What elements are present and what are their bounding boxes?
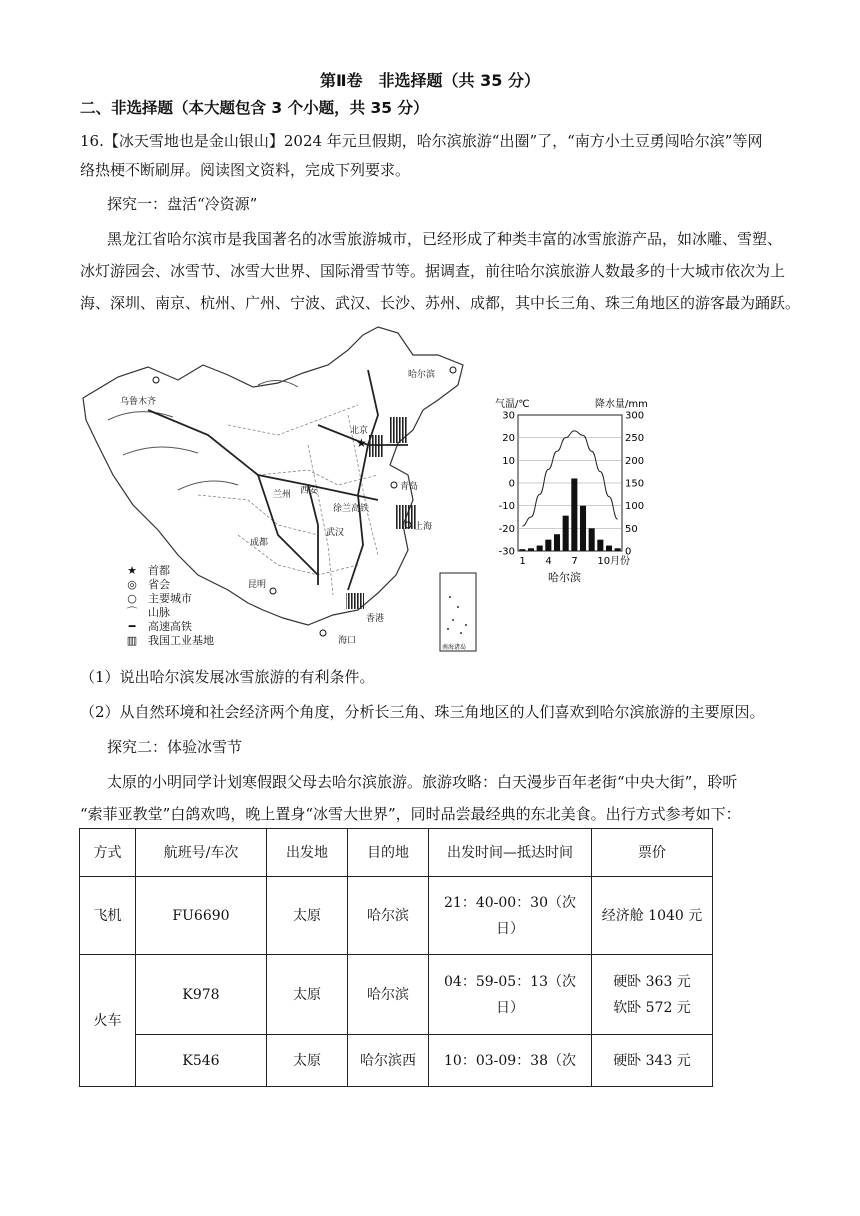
time-line: 21：40-00：30（次 bbox=[444, 894, 576, 911]
sub-question-1: （1）说出哈尔滨发展冰雪旅游的有利条件。 bbox=[80, 668, 375, 686]
legend-label: 首都 bbox=[148, 564, 170, 577]
industrial-base-zhujiang bbox=[346, 593, 364, 609]
city-label: 昆明 bbox=[248, 580, 267, 590]
city-label: 哈尔滨 bbox=[408, 370, 436, 380]
legend-industrial bbox=[120, 633, 214, 647]
capital-star-icon: ★ bbox=[356, 436, 367, 450]
circle-icon: ○ bbox=[127, 591, 137, 605]
city-label: 青岛 bbox=[400, 482, 419, 492]
y-right-tick-label: 0 bbox=[625, 546, 632, 558]
q16-line1: 16.【冰天雪地也是金山银山】2024 年元旦假期，哈尔滨旅游“出圈”了，“南方小土豆勇闯哈尔滨”等网 bbox=[80, 132, 763, 150]
railway-label: 徐兰高铁 bbox=[333, 504, 370, 514]
cell-price: 经济舱 1040 元 bbox=[592, 877, 713, 955]
legend-capital bbox=[120, 563, 214, 577]
precipitation-bar bbox=[537, 546, 543, 551]
y-right-tick-label: 100 bbox=[625, 501, 645, 513]
cell-number: FU6690 bbox=[136, 877, 267, 955]
y-right-tick-label: 50 bbox=[625, 523, 638, 535]
climate-chart-svg bbox=[490, 395, 660, 590]
y-right-tick-label: 200 bbox=[625, 455, 645, 467]
x-tick-label: 1 bbox=[519, 556, 526, 567]
temperature-line bbox=[522, 431, 617, 526]
para2-line2: “索菲亚教堂”白鸽欢鸣，晚上置身“冰雪大世界”，同时品尝最经典的东北美食。出行方式参考如下： bbox=[80, 805, 741, 823]
q16-line2: 络热梗不断刷屏。阅读图文资料，完成下列要求。 bbox=[80, 161, 411, 179]
chart-title: 哈尔滨 bbox=[548, 571, 581, 584]
explore1-title: 探究一：盘活“冷资源” bbox=[107, 195, 258, 213]
y-left-tick-label: -30 bbox=[498, 546, 515, 558]
y-left-tick-label: 0 bbox=[508, 478, 515, 490]
inset-label: 南海诸岛 bbox=[442, 644, 467, 651]
legend-province-capital bbox=[120, 577, 214, 591]
precipitation-bar bbox=[597, 540, 603, 551]
cell-from: 太原 bbox=[267, 877, 348, 955]
city-label: 乌鲁木齐 bbox=[120, 397, 157, 407]
precipitation-bar bbox=[580, 506, 586, 551]
city-label: 北京 bbox=[350, 426, 369, 436]
city-label: 海口 bbox=[338, 636, 357, 646]
para2-line1: 太原的小明同学计划寒假跟父母去哈尔滨旅游。旅游攻略：白天漫步百年老街“中央大街”，聆听 bbox=[107, 773, 738, 791]
para1-line1: 黑龙江省哈尔滨市是我国著名的冰雪旅游城市，已经形成了种类丰富的冰雪旅游产品，如冰雕、雪塑、 bbox=[107, 230, 783, 248]
col-header: 出发时间—抵达时间 bbox=[429, 829, 592, 877]
y-left-tick-label: 20 bbox=[502, 433, 515, 445]
cell-mode: 火车 bbox=[80, 955, 136, 1087]
section-title: 二、非选择题（本大题包含 3 个小题，共 35 分） bbox=[80, 99, 429, 117]
travel-options-table bbox=[79, 828, 713, 1087]
city-dot bbox=[320, 630, 326, 636]
legend-label: 省会 bbox=[148, 578, 170, 591]
explore2-title: 探究二：体验冰雪节 bbox=[107, 738, 243, 756]
time-line: 日） bbox=[496, 920, 524, 937]
time-line: 日） bbox=[496, 999, 524, 1016]
precipitation-bar bbox=[545, 540, 551, 551]
col-header: 出发地 bbox=[267, 829, 348, 877]
y-right-tick-label: 150 bbox=[625, 478, 645, 490]
y-left-tick-label: 30 bbox=[502, 410, 515, 422]
legend-major-city bbox=[120, 591, 214, 605]
precipitation-bar bbox=[606, 546, 612, 551]
para1-line2: 冰灯游园会、冰雪节、冰雪大世界、国际滑雪节等。据调查，前往哈尔滨旅游人数最多的十大城市依次为上 bbox=[80, 262, 786, 280]
city-label: 香港 bbox=[366, 614, 385, 624]
time-line: 04：59-05：13（次 bbox=[444, 973, 576, 990]
col-header: 航班号/车次 bbox=[136, 829, 267, 877]
table-row bbox=[80, 955, 713, 1035]
railway-icon: ━ bbox=[128, 619, 136, 633]
cell-to: 哈尔滨 bbox=[348, 955, 429, 1035]
price-line: 硬卧 363 元 bbox=[613, 973, 691, 990]
cell-time: 10：03-09：38（次 bbox=[429, 1035, 592, 1087]
south-china-sea-inset bbox=[440, 573, 476, 651]
precipitation-bar bbox=[519, 549, 525, 551]
y-left-tick-label: 10 bbox=[502, 455, 515, 467]
city-label: 成都 bbox=[250, 538, 269, 548]
legend-railway bbox=[120, 619, 214, 633]
legend-label: 主要城市 bbox=[148, 592, 192, 605]
part-title: 第Ⅱ卷 非选择题（共 35 分） bbox=[320, 71, 540, 90]
cell-time bbox=[429, 877, 592, 955]
mountain-icon: ⌒ bbox=[126, 606, 138, 619]
x-tick-label: 7 bbox=[571, 556, 578, 567]
y-right-label: 降水量/mm bbox=[595, 399, 648, 410]
legend-mountain bbox=[120, 605, 214, 619]
y-left-label: 气温/℃ bbox=[495, 399, 530, 410]
precipitation-bar bbox=[589, 528, 595, 551]
cell-number: K978 bbox=[136, 955, 267, 1035]
cell-price: 硬卧 343 元 bbox=[592, 1035, 713, 1087]
precipitation-bar bbox=[563, 516, 569, 551]
industrial-base-jingjintang bbox=[368, 435, 384, 457]
cell-time bbox=[429, 955, 592, 1035]
y-left-tick-label: -10 bbox=[498, 501, 515, 513]
city-label: 上海 bbox=[414, 522, 433, 532]
y-right-tick-label: 250 bbox=[625, 433, 645, 445]
legend-label: 山脉 bbox=[148, 606, 170, 619]
y-right-tick-label: 300 bbox=[625, 410, 645, 422]
industrial-base-huning bbox=[396, 505, 416, 529]
precipitation-bar bbox=[571, 478, 577, 551]
city-label: 西安 bbox=[300, 486, 319, 496]
cell-mode: 飞机 bbox=[80, 877, 136, 955]
precipitation-bar bbox=[554, 534, 560, 551]
x-tick-label: 4 bbox=[545, 556, 552, 567]
table-row bbox=[80, 877, 713, 955]
circle-dot-icon: ◎ bbox=[127, 577, 137, 591]
cell-from: 太原 bbox=[267, 955, 348, 1035]
col-header: 目的地 bbox=[348, 829, 429, 877]
sub-question-2: （2）从自然环境和社会经济两个角度，分析长三角、珠三角地区的人们喜欢到哈尔滨旅游的主要原因。 bbox=[80, 703, 765, 721]
cell-from: 太原 bbox=[267, 1035, 348, 1087]
hatch-icon: ▥ bbox=[126, 633, 138, 647]
cell-number: K546 bbox=[136, 1035, 267, 1087]
china-map-figure bbox=[78, 325, 478, 655]
legend-label: 高速高铁 bbox=[148, 620, 192, 633]
city-label: 兰州 bbox=[273, 490, 292, 500]
city-label: 武汉 bbox=[326, 528, 345, 538]
harbin-climate-chart bbox=[490, 395, 660, 590]
legend-label: 我国工业基地 bbox=[148, 634, 214, 647]
cell-to: 哈尔滨 bbox=[348, 877, 429, 955]
col-header: 票价 bbox=[592, 829, 713, 877]
star-icon: ★ bbox=[127, 563, 137, 577]
table-row bbox=[80, 1035, 713, 1087]
col-header: 方式 bbox=[80, 829, 136, 877]
precipitation-bar bbox=[615, 548, 621, 551]
price-line: 软卧 572 元 bbox=[613, 999, 691, 1016]
map-legend bbox=[120, 563, 214, 647]
cell-price bbox=[592, 955, 713, 1035]
precipitation-bar bbox=[528, 548, 534, 551]
para1-line3: 海、深圳、南京、杭州、广州、宁波、武汉、长沙、苏州、成都，其中长三角、珠三角地区的游客最为踊跃。 bbox=[80, 294, 801, 312]
industrial-base-liaozhong bbox=[390, 417, 408, 443]
table-header-row bbox=[80, 829, 713, 877]
y-left-tick-label: -20 bbox=[498, 523, 515, 535]
x-tick-label: 10月份 bbox=[597, 556, 631, 567]
cell-to: 哈尔滨西 bbox=[348, 1035, 429, 1087]
